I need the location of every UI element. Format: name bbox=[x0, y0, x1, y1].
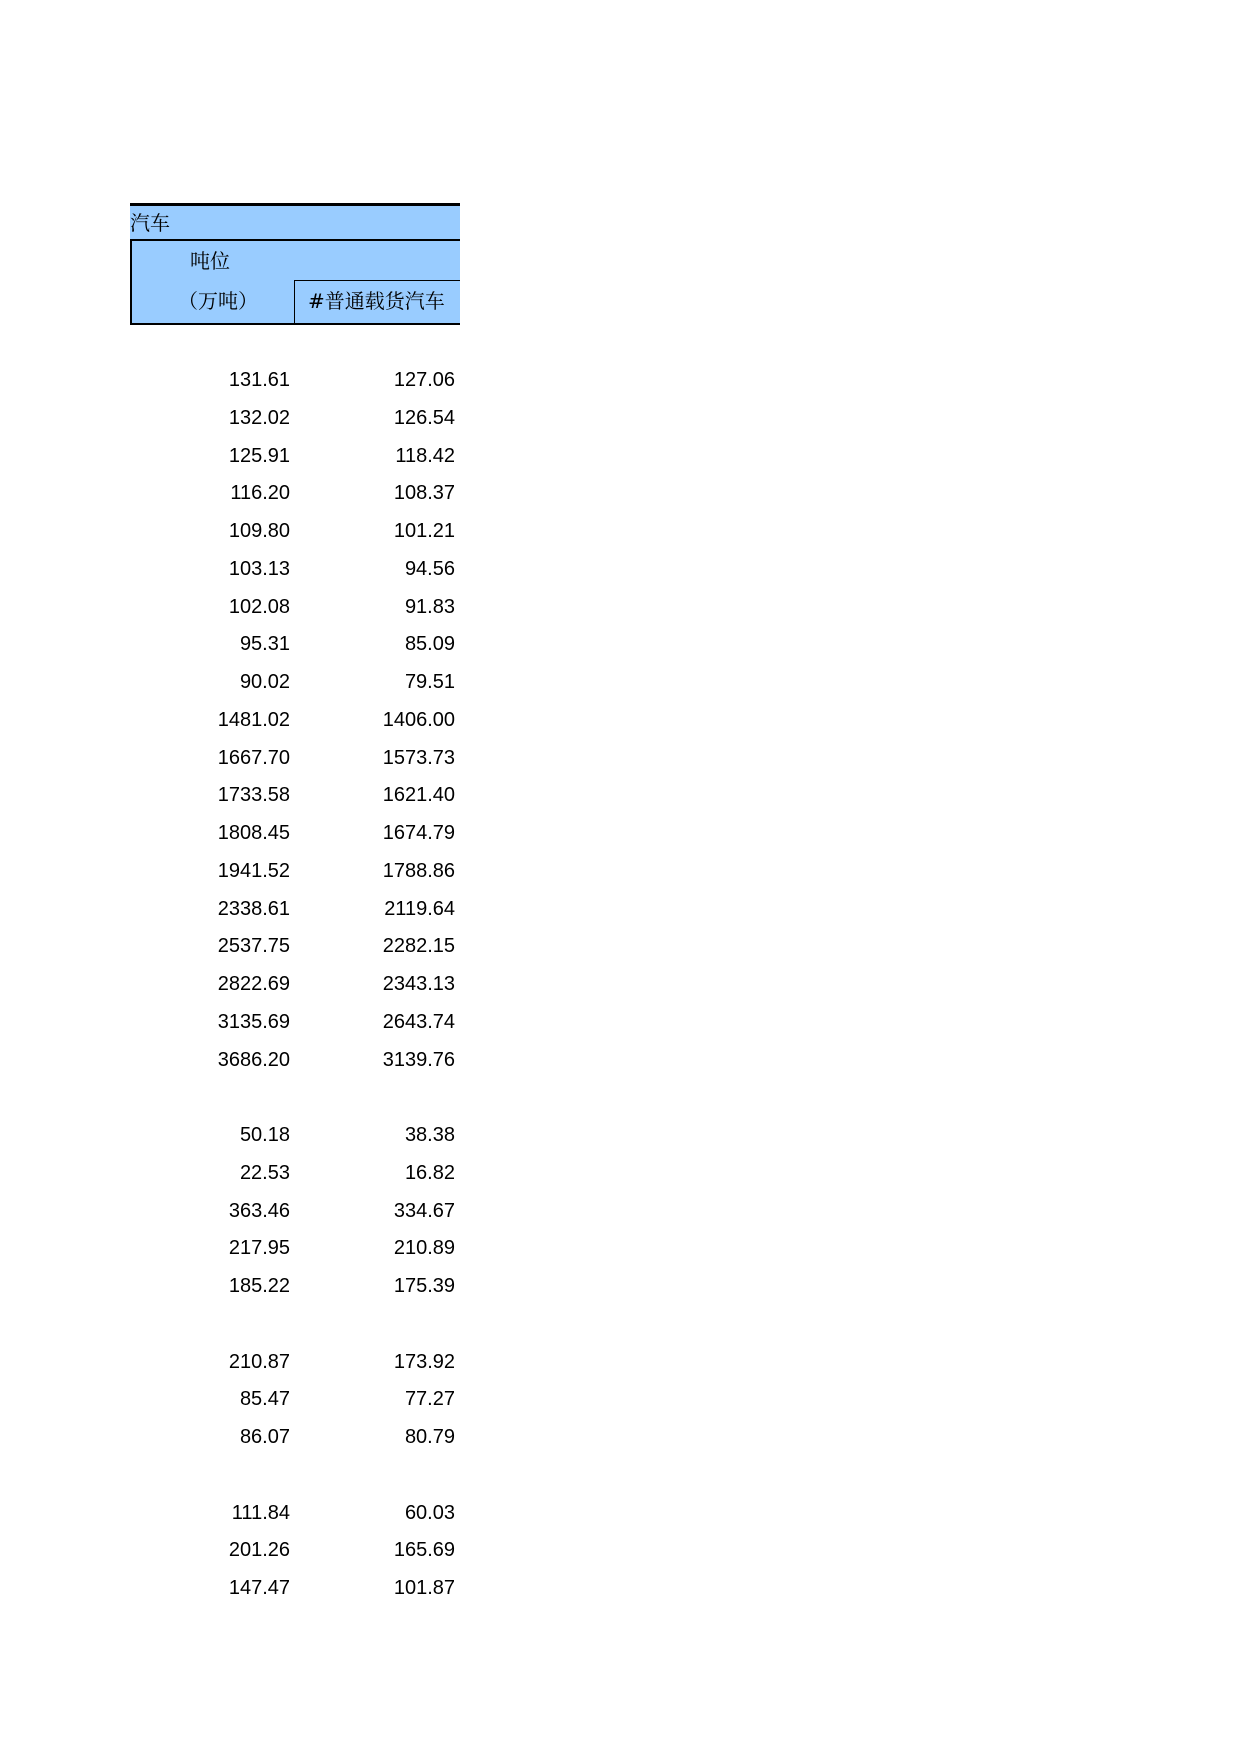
tonnage-cell: 132.02 bbox=[228, 406, 290, 429]
data-table-body bbox=[130, 362, 460, 1608]
table-row bbox=[130, 853, 460, 891]
table-row bbox=[130, 513, 460, 551]
tonnage-cell: 1941.52 bbox=[217, 859, 290, 882]
table-row bbox=[130, 362, 460, 400]
tonnage-cell: 111.84 bbox=[231, 1501, 290, 1524]
tonnage-cell: 22.53 bbox=[239, 1161, 290, 1184]
tonnage-cell: 363.46 bbox=[228, 1199, 290, 1222]
ordinary-trucks-cell: 85.09 bbox=[404, 633, 455, 656]
table-row bbox=[130, 1268, 460, 1306]
ordinary-trucks-cell: 2119.64 bbox=[384, 897, 455, 920]
column-header-ordinary-trucks: #普通载货汽车 bbox=[308, 289, 445, 313]
tonnage-cell: 102.08 bbox=[228, 595, 290, 618]
ordinary-trucks-cell: 1573.73 bbox=[382, 746, 455, 769]
tonnage-cell: 185.22 bbox=[228, 1275, 290, 1297]
ordinary-trucks-cell: 165.69 bbox=[393, 1539, 455, 1562]
table-row bbox=[130, 1155, 460, 1193]
ordinary-trucks-cell: 79.51 bbox=[404, 671, 455, 693]
table-row bbox=[130, 626, 460, 664]
table-row bbox=[130, 1079, 460, 1117]
table-row bbox=[130, 928, 460, 966]
ordinary-trucks-cell: 3139.76 bbox=[382, 1048, 455, 1071]
table-row bbox=[130, 1193, 460, 1231]
tonnage-cell: 116.20 bbox=[230, 482, 290, 505]
table-row bbox=[130, 664, 460, 702]
ordinary-trucks-cell: 334.67 bbox=[393, 1199, 455, 1222]
header-group-label: 汽车 bbox=[130, 211, 170, 235]
table-row bbox=[130, 1457, 460, 1495]
tonnage-cell: 3686.20 bbox=[217, 1048, 290, 1071]
header-group-cell bbox=[130, 206, 460, 241]
tonnage-cell: 1733.58 bbox=[217, 784, 290, 807]
table-row bbox=[130, 702, 460, 740]
ordinary-trucks-cell: 1406.00 bbox=[382, 708, 455, 731]
ordinary-trucks-cell: 126.54 bbox=[393, 406, 455, 429]
ordinary-trucks-cell: 173.92 bbox=[393, 1350, 455, 1373]
ordinary-trucks-cell: 38.38 bbox=[404, 1124, 455, 1146]
ordinary-trucks-cell: 80.79 bbox=[404, 1426, 455, 1448]
tonnage-cell: 86.07 bbox=[239, 1426, 290, 1448]
tonnage-cell: 3135.69 bbox=[217, 1010, 290, 1033]
table-row bbox=[130, 1381, 460, 1419]
table-row bbox=[130, 400, 460, 438]
tonnage-cell: 2822.69 bbox=[217, 973, 290, 995]
tonnage-cell: 2338.61 bbox=[217, 897, 290, 920]
ordinary-trucks-cell: 108.37 bbox=[393, 482, 455, 505]
tonnage-cell: 1481.02 bbox=[217, 708, 290, 731]
tonnage-cell: 95.31 bbox=[239, 633, 290, 656]
ordinary-trucks-cell: 77.27 bbox=[404, 1388, 455, 1411]
tonnage-cell: 210.87 bbox=[228, 1350, 290, 1373]
tonnage-cell: 103.13 bbox=[228, 557, 290, 580]
ordinary-trucks-cell: 2343.13 bbox=[382, 973, 455, 995]
tonnage-cell: 50.18 bbox=[239, 1124, 290, 1146]
table-row bbox=[130, 1230, 460, 1268]
table-row bbox=[130, 815, 460, 853]
table-row bbox=[130, 1344, 460, 1382]
ordinary-trucks-cell: 1674.79 bbox=[382, 822, 455, 844]
ordinary-trucks-cell: 2282.15 bbox=[382, 935, 455, 958]
table-row bbox=[130, 551, 460, 589]
tonnage-cell: 1667.70 bbox=[217, 746, 290, 769]
tonnage-cell: 1808.45 bbox=[217, 822, 290, 844]
table-row bbox=[130, 1004, 460, 1042]
ordinary-trucks-cell: 175.39 bbox=[393, 1275, 455, 1297]
ordinary-trucks-cell: 16.82 bbox=[404, 1161, 455, 1184]
table-row bbox=[130, 740, 460, 778]
table-row bbox=[130, 1532, 460, 1570]
tonnage-cell: 217.95 bbox=[228, 1237, 290, 1260]
ordinary-trucks-cell: 60.03 bbox=[404, 1501, 455, 1524]
tonnage-cell: 90.02 bbox=[239, 671, 290, 693]
ordinary-trucks-cell: 210.89 bbox=[393, 1237, 455, 1260]
tonnage-cell: 131.61 bbox=[228, 369, 290, 391]
column-header-tonnage-unit: （万吨） bbox=[178, 289, 258, 313]
tonnage-cell: 85.47 bbox=[239, 1388, 290, 1411]
tonnage-cell: 147.47 bbox=[228, 1577, 290, 1599]
tonnage-cell: 125.91 bbox=[228, 444, 290, 467]
header-subcolumn-rule bbox=[295, 280, 460, 281]
tonnage-cell: 109.80 bbox=[228, 520, 290, 542]
ordinary-trucks-cell: 127.06 bbox=[393, 369, 455, 391]
tonnage-cell: 2537.75 bbox=[217, 935, 290, 958]
ordinary-trucks-cell: 101.87 bbox=[393, 1577, 455, 1599]
ordinary-trucks-cell: 118.42 bbox=[395, 444, 455, 467]
table-row bbox=[130, 1419, 460, 1457]
table-row bbox=[130, 475, 460, 513]
table-row bbox=[130, 1306, 460, 1344]
header-subcolumn-divider bbox=[294, 280, 295, 325]
column-header-tonnage: 吨位 bbox=[190, 249, 230, 273]
ordinary-trucks-cell: 1788.86 bbox=[382, 859, 455, 882]
ordinary-trucks-cell: 101.21 bbox=[393, 520, 455, 542]
ordinary-trucks-cell: 91.83 bbox=[404, 595, 455, 618]
table-row bbox=[130, 1570, 460, 1608]
ordinary-trucks-cell: 2643.74 bbox=[382, 1010, 455, 1033]
table-row bbox=[130, 1042, 460, 1080]
table-row bbox=[130, 438, 460, 476]
ordinary-trucks-cell: 94.56 bbox=[404, 557, 455, 580]
table-row bbox=[130, 966, 460, 1004]
table-row bbox=[130, 1117, 460, 1155]
tonnage-cell: 201.26 bbox=[228, 1539, 290, 1562]
table-row bbox=[130, 891, 460, 929]
table-row bbox=[130, 777, 460, 815]
table-row bbox=[130, 1495, 460, 1533]
table-row bbox=[130, 589, 460, 627]
ordinary-trucks-cell: 1621.40 bbox=[382, 784, 455, 807]
